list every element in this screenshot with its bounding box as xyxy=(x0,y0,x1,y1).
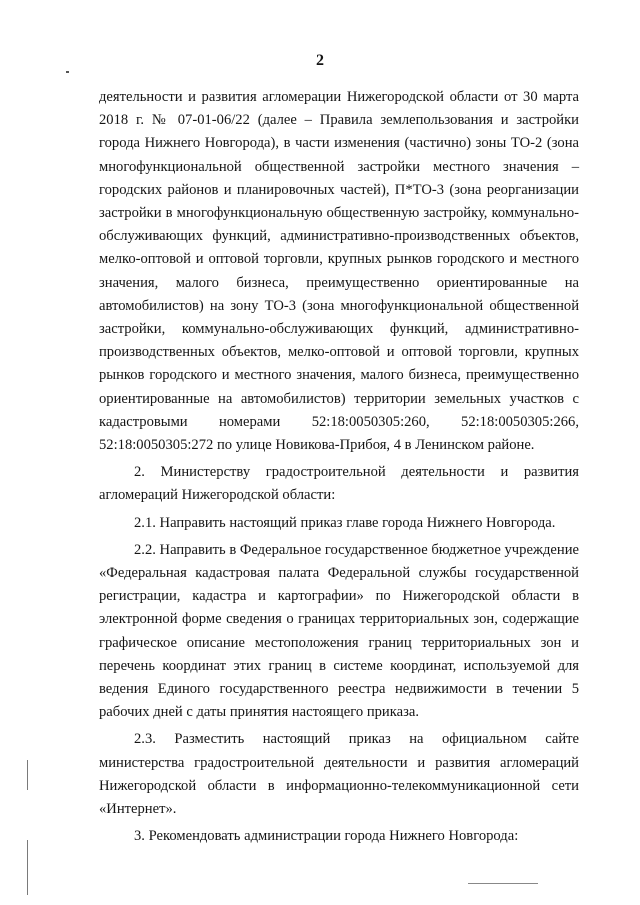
document-body xyxy=(99,86,579,849)
scan-bottom-line xyxy=(468,883,538,884)
paragraph-item-2-3: 2.3. Разместить настоящий приказ на официальном сайте министерства градостроительной деятельности и развития агломераций Нижегородской области в информационно-телекоммуникационной сети «Интернет». xyxy=(99,731,579,818)
paragraph-item-2-2: 2.2. Направить в Федеральное государственное бюджетное учреждение «Федеральная кадастровая палата Федеральной службы государственной регистрации, кадастра и картографии» по Нижегородской области в электронной форме сведения о границах территориальных зон, содержащие графическое описание местоположения границ территориальных зон и перечень координат этих границ в системе координат, используемой для ведения Единого государственного реестра недвижимости в течении 5 рабочих дней с даты принятия настоящего приказа. xyxy=(99,541,580,721)
paragraph-item-2: 2. Министерству градостроительной деятельности и развития агломераций Нижегородской области: xyxy=(99,464,579,504)
scan-margin-line-lower xyxy=(27,840,28,895)
paragraph-zoning-change: деятельности и развития агломерации Нижегородской области от 30 марта 2018 г. № 07-01-06/22 (далее – Правила землепользования и застройки города Нижнего Новгорода), в части изменения (частично) зоны ТО-2 (зона многофункциональной общественной застройки местного значения – городских районов и планировочных частей), П*ТО-3 (зона реорганизации застройки в многофункциональную общественную застройку, коммунально-обслуживающих функций, административно-производственных объектов, мелко-оптовой и оптовой торговли, крупных рынков городского и местного значения, малого бизнеса, преимущественно ориентированные на автомобилистов) на зону ТО-3 (зона многофункциональной общественной застройки, коммунально-обслуживающих функций, административно-производственных объектов, мелко-оптовой и оптовой торговли, крупных рынков городского и местного значения, малого бизнеса, преимущественно ориентированные на автомобилистов) территории земельных участков с кадастровыми номерами 52:18:0050305:260, 52:18:0050305:266, 52:18:0050305:272 по улице Новикова-Прибоя, 4 в Ленинском районе. xyxy=(99,89,579,454)
page-number: 2 xyxy=(316,52,324,69)
paragraph-item-3: 3. Рекомендовать администрации города Нижнего Новгорода: xyxy=(134,828,519,845)
scan-margin-line-upper xyxy=(27,760,28,790)
scan-speck xyxy=(66,71,69,73)
paragraph-item-2-1: 2.1. Направить настоящий приказ главе города Нижнего Новгорода. xyxy=(134,514,556,531)
